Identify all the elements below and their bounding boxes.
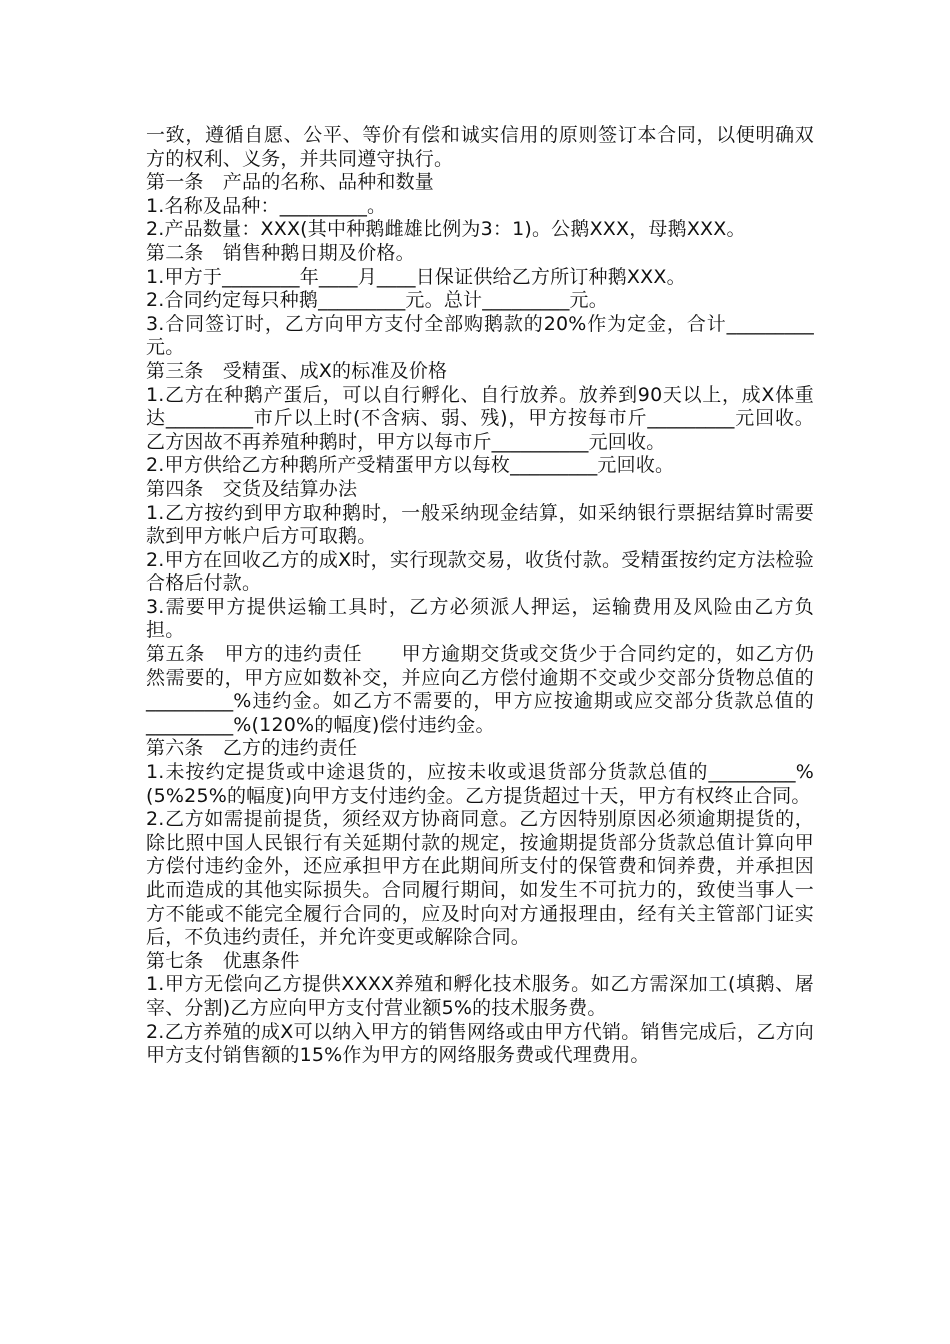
article-4-item-3: 3.需要甲方提供运输工具时，乙方必须派人押运，运输费用及风险由乙方负担。 [146, 595, 814, 642]
article-6-heading: 第六条 乙方的违约责任 [146, 737, 358, 760]
article-4-item-1: 1.乙方按约到甲方取种鹅时，一般采纳现金结算，如采纳银行票据结算时需要款到甲方帐户后方可取鹅。 [146, 501, 814, 548]
article-7-heading: 第七条 优惠条件 [146, 949, 300, 972]
article-5-paragraph: 第五条 甲方的违约责任 甲方逾期交货或交货少于合同约定的，如乙方仍然需要的，甲方应如数补交，并应向乙方偿付逾期不交或少交部分货物总值的_________%违约金。如乙方不需要的，甲方应按逾期或应交部分货款总值的_________%(120%的幅度)偿付违约金。 [146, 643, 814, 736]
intro-paragraph: 一致，遵循自愿、公平、等价有偿和诚实信用的原则签订本合同，以便明确双方的权利、义务，并共同遵守执行。 [146, 124, 814, 170]
article-2-item-2: 2.合同约定每只种鹅_________元。总计_________元。 [146, 289, 608, 312]
article-7-item-1: 1.甲方无偿向乙方提供XXXX养殖和孵化技术服务。如乙方需深加工(填鹅、屠宰、分割)乙方应向甲方支付营业额5%的技术服务费。 [146, 973, 814, 1019]
article-3-heading: 第三条 受精蛋、成X的标准及价格 [146, 359, 448, 382]
article-7-item-2: 2.乙方养殖的成X可以纳入甲方的销售网络或由甲方代销。销售完成后，乙方向甲方支付销售额的15%作为甲方的网络服务费或代理费用。 [146, 1020, 814, 1067]
article-6-item-1: 1.未按约定提货或中途退货的，应按未收或退货部分货款总值的_________%(5%25%的幅度)向甲方支付违约金。乙方提货超过十天，甲方有权终止合同。 [146, 761, 814, 807]
contract-body [146, 124, 814, 1068]
article-4-item-2: 2.甲方在回收乙方的成X时，实行现款交易，收货付款。受精蛋按约定方法检验合格后付款。 [146, 548, 814, 595]
article-1-item-1: 1.名称及品种：_________。 [146, 194, 387, 217]
article-6-item-2: 2.乙方如需提前提货，须经双方协商同意。乙方因特别原因必须逾期提货的，除比照中国人民银行有关延期付款的规定，按逾期提货部分货款总值计算向甲方偿付违约金外，还应承担甲方在此期间所支付的保管费和饲养费，并承担因此而造成的其他实际损失。合同履行期间，如发生不可抗力的，致使当事人一方不能或不能完全履行合同的，应及时向对方通报理由，经有关主管部门证实后，不负违约责任，并允许变更或解除合同。 [146, 808, 814, 949]
article-1-heading: 第一条 产品的名称、品种和数量 [146, 171, 435, 194]
article-3-item-1: 1.乙方在种鹅产蛋后，可以自行孵化、自行放养。放养到90天以上，成X体重达_________市斤以上时(不含病、弱、残)，甲方按每市斤_________元回收。乙方因故不再养殖种鹅时，甲方以每市斤__________元回收。 [146, 383, 814, 453]
article-2-heading: 第二条 销售种鹅日期及价格。 [146, 241, 415, 264]
article-1-item-2: 2.产品数量：XXX(其中种鹅雌雄比例为3：1)。公鹅XXX，母鹅XXX。 [146, 218, 746, 241]
article-4-heading: 第四条 交货及结算办法 [146, 477, 358, 500]
article-2-item-1: 1.甲方于________年____月____日保证供给乙方所订种鹅XXX。 [146, 265, 686, 288]
article-3-item-2: 2.甲方供给乙方种鹅所产受精蛋甲方以每枚_________元回收。 [146, 454, 675, 477]
article-2-item-3: 3.合同签订时，乙方向甲方支付全部购鹅款的20%作为定金，合计_________元。 [146, 312, 814, 359]
